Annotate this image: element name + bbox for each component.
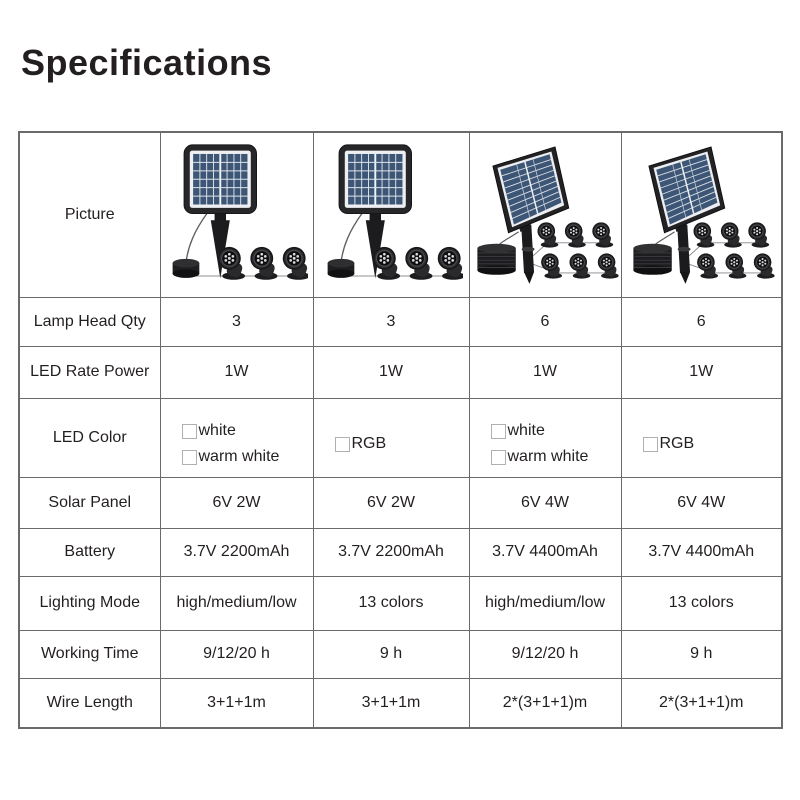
spec-cell-wire-length-3: 2*(3+1+1)m (469, 678, 621, 728)
spec-cell-lighting-mode-3: high/medium/low (469, 576, 621, 630)
row-label-lighting-mode: Lighting Mode (19, 576, 160, 630)
spec-cell-lighting-mode-4: 13 colors (621, 576, 782, 630)
led-color-option (643, 436, 695, 452)
led-color-option (335, 436, 387, 452)
row-picture (19, 132, 782, 297)
checkbox-icon (491, 424, 506, 439)
spec-cell-battery-2: 3.7V 2200mAh (313, 528, 469, 576)
spec-cell-working-time-2: 9 h (313, 630, 469, 678)
spec-cell-picture-1 (160, 132, 313, 297)
product-image-6-head-icon (627, 142, 775, 287)
spec-cell-picture-3 (469, 132, 621, 297)
spec-cell-solar-panel-2: 6V 2W (313, 477, 469, 528)
checkbox-icon (182, 424, 197, 439)
spec-cell-led-power-2: 1W (313, 346, 469, 398)
spec-cell-working-time-3: 9/12/20 h (469, 630, 621, 678)
spec-cell-battery-1: 3.7V 2200mAh (160, 528, 313, 576)
page-title: Specifications (21, 42, 273, 83)
spec-cell-lamp-qty-1: 3 (160, 297, 313, 346)
row-battery (19, 528, 782, 576)
spec-cell-lamp-qty-4: 6 (621, 297, 782, 346)
product-image-3-head-icon (165, 139, 308, 290)
row-lamp-head-qty (19, 297, 782, 346)
led-color-option-label: RGB (351, 435, 387, 452)
spec-cell-led-color-4 (621, 398, 782, 477)
spec-cell-working-time-1: 9/12/20 h (160, 630, 313, 678)
spec-cell-led-power-1: 1W (160, 346, 313, 398)
spec-cell-battery-4: 3.7V 4400mAh (621, 528, 782, 576)
spec-cell-led-color-1 (160, 398, 313, 477)
specifications-table (18, 131, 783, 729)
row-label-lamp-head-qty: Lamp Head Qty (19, 297, 160, 346)
spec-cell-lighting-mode-1: high/medium/low (160, 576, 313, 630)
row-label-solar-panel: Solar Panel (19, 477, 160, 528)
row-led-color (19, 398, 782, 477)
spec-cell-led-color-3 (469, 398, 621, 477)
spec-cell-picture-4 (621, 132, 782, 297)
led-color-option-label: warm white (198, 448, 280, 465)
spec-cell-lamp-qty-2: 3 (313, 297, 469, 346)
spec-cell-wire-length-2: 3+1+1m (313, 678, 469, 728)
checkbox-icon (182, 450, 197, 465)
led-color-option (491, 449, 589, 465)
product-image-6-head-icon (471, 142, 619, 287)
led-color-option-label: white (507, 422, 545, 439)
checkbox-icon (335, 437, 350, 452)
row-led-rate-power (19, 346, 782, 398)
checkbox-icon (643, 437, 658, 452)
row-label-battery: Battery (19, 528, 160, 576)
product-image-3-head-icon (320, 139, 463, 290)
checkbox-icon (491, 450, 506, 465)
spec-cell-lamp-qty-3: 6 (469, 297, 621, 346)
row-label-led-rate-power: LED Rate Power (19, 346, 160, 398)
spec-cell-working-time-4: 9 h (621, 630, 782, 678)
spec-cell-picture-2 (313, 132, 469, 297)
spec-cell-battery-3: 3.7V 4400mAh (469, 528, 621, 576)
led-color-option-label: RGB (659, 435, 695, 452)
row-lighting-mode (19, 576, 782, 630)
led-color-option (491, 423, 545, 439)
spec-cell-lighting-mode-2: 13 colors (313, 576, 469, 630)
row-solar-panel (19, 477, 782, 528)
spec-cell-led-power-4: 1W (621, 346, 782, 398)
led-color-option (182, 449, 280, 465)
spec-cell-solar-panel-1: 6V 2W (160, 477, 313, 528)
led-color-option-label: warm white (507, 448, 589, 465)
row-label-led-color: LED Color (19, 398, 160, 477)
spec-cell-wire-length-1: 3+1+1m (160, 678, 313, 728)
spec-cell-led-color-2 (313, 398, 469, 477)
row-working-time (19, 630, 782, 678)
spec-cell-solar-panel-3: 6V 4W (469, 477, 621, 528)
row-label-working-time: Working Time (19, 630, 160, 678)
row-label-picture: Picture (19, 132, 160, 297)
led-color-option-label: white (198, 422, 236, 439)
row-wire-length (19, 678, 782, 728)
spec-cell-solar-panel-4: 6V 4W (621, 477, 782, 528)
spec-cell-wire-length-4: 2*(3+1+1)m (621, 678, 782, 728)
spec-cell-led-power-3: 1W (469, 346, 621, 398)
row-label-wire-length: Wire Length (19, 678, 160, 728)
led-color-option (182, 423, 236, 439)
